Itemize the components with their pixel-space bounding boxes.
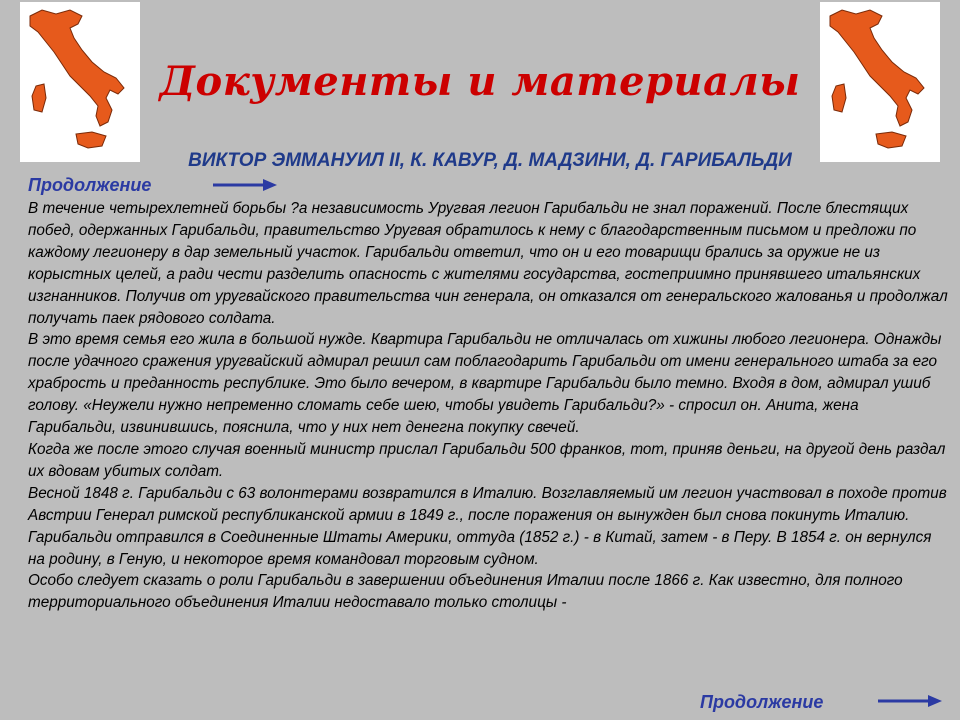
page-title: Документы и материалы <box>159 58 801 105</box>
arrow-right-icon[interactable] <box>213 177 277 193</box>
paragraph: Когда же после этого случая военный министр прислал Гарибальди 500 франков, тот, приняв деньги, на другой день раздал их вдовам убитых солдат. <box>28 440 946 480</box>
document-text <box>28 198 948 614</box>
arrow-right-icon[interactable] <box>878 693 942 709</box>
continue-link-bottom[interactable]: Продолжение <box>700 692 824 712</box>
page-subtitle: ВИКТОР ЭММАНУИЛ II, К. КАВУР, Д. МАДЗИНИ, Д. ГАРИБАЛЬДИ <box>188 150 792 171</box>
continue-link-top[interactable]: Продолжение <box>28 175 152 195</box>
paragraph: В течение четырехлетней борьбы ?а независимость Уругвая легион Гарибальди не знал поражений. После блестящих побед, одержанных Гарибальди, правительство Уругвая обратилось к нему с благодарственным письмом и предложи по каждому легионеру в дар земельный участок. Гарибальди ответил, что он и его товарищи брались за оружие не из корыстных целей, а ради чести разделить опасность с жителями государства, гостеприимно принявшего итальянских изгнанников. Получив от уругвайского правительства чин генерала, он отказался от генеральского жалованья и продолжал получать паек рядового солдата. <box>28 200 948 327</box>
paragraph: Особо следует сказать о роли Гарибальди в завершении объединения Италии после 1866 г. Как известно, для полного территориального объединения Италии недоставало только столицы - <box>28 572 903 612</box>
paragraph: В это время семья его жила в большой нужде. Квартира Гарибальди не отличалась от хижины любого легионера. Однажды после удачного сражения уругвайский адмирал решил сам поблагодарить Гарибальди от имени генерального штаба за его храбрость и преданность республике. Это было вечером, в квартире Гарибальди было темно. Входя в дом, адмирал ушиб голову. «Неужели нужно непременно сломать себе шею, чтобы увидеть Гарибальди?» - спросил он. Анита, жена Гарибальди, извинившись, пояснила, что у них нет денегна покупку свечей. <box>28 331 942 437</box>
paragraph: Весной 1848 г. Гарибальди с 63 волонтерами возвратился в Италию. Возглавляемый им легион участвовал в походе против Австрии Генерал римской республиканской армии в 1849 г., после поражения он вынужден был снова покинуть Италию. Гарибальди отправился в Соединенные Штаты Америки, оттуда (1852 г.) - в Китай, затем - в Перу. В 1854 г. он вернулся на родину, в Геную, и некоторое время командовал торговым судном. <box>28 484 947 568</box>
